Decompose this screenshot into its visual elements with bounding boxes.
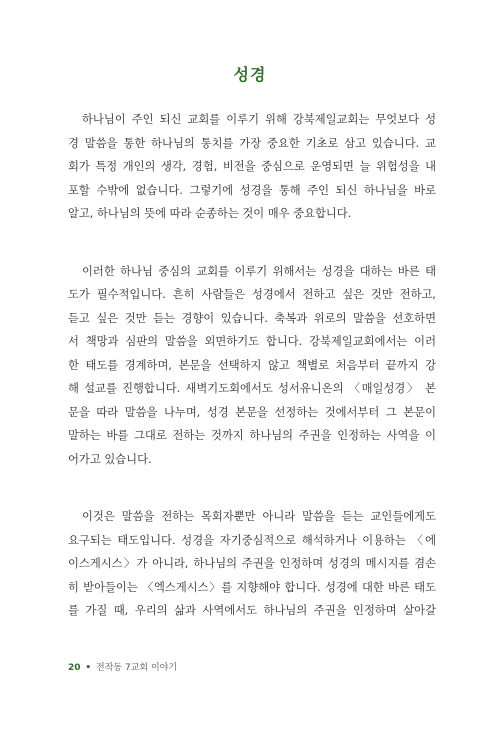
paragraph-2 xyxy=(68,260,436,472)
text-line: 이것은 말씀을 전하는 목회자뿐만 아니라 말씀을 듣는 교인들에게도 xyxy=(82,510,436,523)
text-line: 듣고 싶은 것만 듣는 경향이 있습니다. 축복과 위로의 말씀을 선호하면 xyxy=(68,311,436,325)
text-line: 이러한 하나님 중심의 교회를 이루기 위해서는 성경을 대하는 바른 태 xyxy=(82,264,436,278)
text-line: 문을 따라 말씀을 나누며, 성경 본문을 선정하는 것에서부터 그 본문이 xyxy=(68,405,436,419)
text-line: 알고, 하나님의 뜻에 따라 순종하는 것이 매우 중요합니다. xyxy=(68,207,352,220)
text-line: 요구되는 태도입니다. 성경을 자기중심적으로 해석하거나 이용하는 〈에 xyxy=(68,533,436,547)
text-line: 회가 특정 개인의 생각, 경험, 비전을 중심으로 운영되면 늘 위험성을 내 xyxy=(68,160,436,173)
book-title: 전작동 7교회 이야기 xyxy=(96,663,178,673)
paragraph-1 xyxy=(68,108,436,226)
text-line: 경 말씀을 통한 하나님의 통치를 가장 중요한 기초로 삼고 있습니다. 교 xyxy=(68,136,436,150)
text-line: 말하는 바를 그대로 전하는 것까지 하나님의 주권을 인정하는 사역을 이 xyxy=(68,429,436,442)
body-text xyxy=(68,108,436,623)
text-line: 서 책망과 심판의 말씀을 외면하기도 합니다. 강북제일교회에서는 이러 xyxy=(68,335,436,348)
text-line: 히 받아들이는 〈엑스게시스〉를 지향해야 합니다. 성경에 대한 바른 태도 xyxy=(68,580,436,594)
text-line: 한 태도를 경계하며, 본문을 선택하지 않고 책별로 처음부터 끝까지 강 xyxy=(68,358,436,372)
text-line: 어가고 있습니다. xyxy=(68,452,152,466)
footer-separator: • xyxy=(85,663,92,673)
text-line: 를 가질 때, 우리의 삶과 사역에서도 하나님의 주권을 인정하며 살아갈 xyxy=(68,604,436,617)
paragraph-3 xyxy=(68,505,436,623)
text-line: 포할 수밖에 없습니다. 그렇기에 성경을 통해 주인 되신 하나님을 바로 xyxy=(68,183,436,197)
text-line: 도가 필수적입니다. 흔히 사람들은 성경에서 전하고 싶은 것만 전하고, xyxy=(68,288,436,301)
text-line: 이스게시스〉가 아니라, 하나님의 주권을 인정하며 성경의 메시지를 겸손 xyxy=(68,557,436,570)
text-line: 하나님이 주인 되신 교회를 이루기 위해 강북제일교회는 무엇보다 성 xyxy=(82,113,436,126)
text-line: 해 설교를 진행합니다. 새벽기도회에서도 성서유니온의 〈매일성경〉 본 xyxy=(68,382,436,395)
page-footer xyxy=(68,660,177,673)
chapter-title: 성경 xyxy=(233,65,267,84)
page-number: 20 xyxy=(68,663,81,673)
